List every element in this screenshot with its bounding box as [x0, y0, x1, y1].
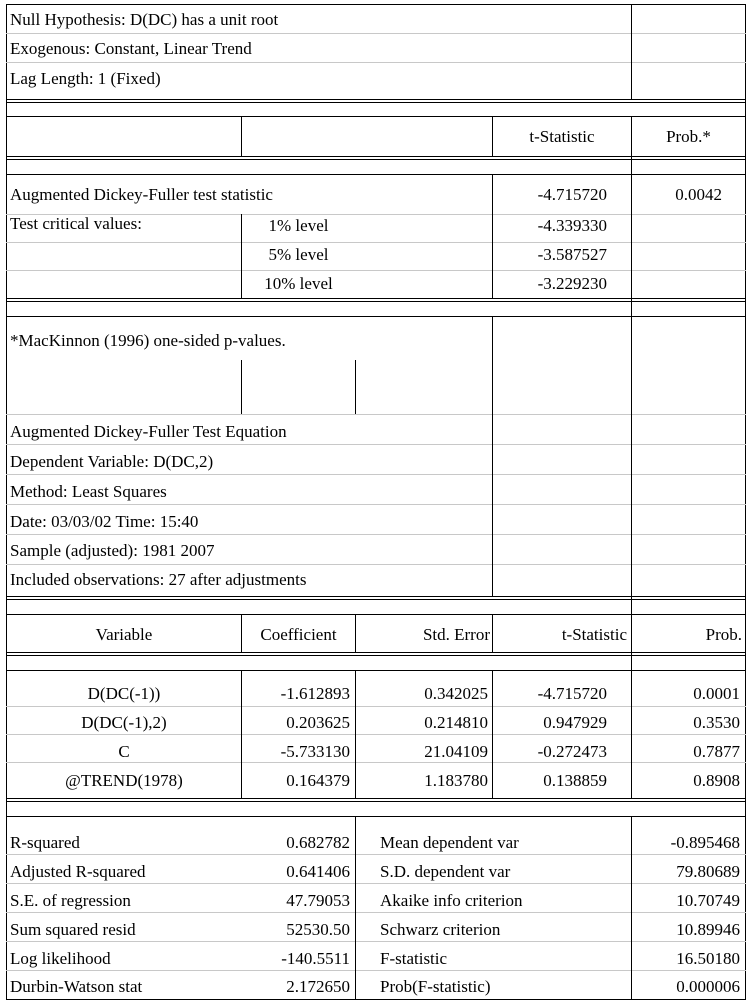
coef-std-error: 0.342025 [424, 684, 488, 703]
variable-header: Variable [95, 625, 153, 644]
stat-label-left: S.E. of regression [10, 891, 131, 910]
coef-std-error: 0.214810 [424, 713, 488, 732]
table-left-border [6, 4, 7, 1000]
stat-value-right: 79.80689 [676, 862, 740, 881]
double-rule [6, 652, 746, 653]
stat-label-right: Schwarz criterion [380, 920, 501, 939]
gridline [6, 414, 746, 415]
adf-t-stat-value: -4.715720 [537, 185, 607, 204]
section-rule [6, 614, 746, 615]
double-rule [6, 798, 746, 799]
coef-prob: 0.3530 [693, 713, 740, 732]
stat-value-right: -0.895468 [670, 833, 740, 852]
observations-text: Included observations: 27 after adjustments [10, 570, 307, 589]
gridline [6, 242, 746, 243]
section-rule [6, 670, 746, 671]
column-divider [631, 4, 632, 99]
prob-header: Prob.* [666, 127, 711, 146]
stat-value-left: 0.682782 [286, 833, 350, 852]
double-rule [6, 596, 746, 597]
coef-prob: 0.8908 [693, 771, 740, 790]
stat-label-right: S.D. dependent var [380, 862, 511, 881]
stat-label-right: F-statistic [380, 949, 448, 968]
coef-variable: @TREND(1978) [65, 771, 183, 790]
level-5pct-label: 5% level [268, 245, 329, 264]
column-divider [241, 360, 242, 414]
stat-value-right: 10.70749 [676, 891, 740, 910]
level-1pct-value: -4.339330 [537, 216, 607, 235]
table-right-border [745, 4, 746, 1000]
column-divider [355, 360, 356, 414]
coef-coefficient: 0.203625 [286, 713, 350, 732]
double-rule [6, 301, 746, 302]
level-10pct-label: 10% level [264, 274, 333, 293]
gridline [6, 270, 746, 271]
stat-label-left: Log likelihood [10, 949, 111, 968]
null-hypothesis-text: Null Hypothesis: D(DC) has a unit root [10, 10, 279, 29]
stat-value-left: -140.5511 [281, 949, 350, 968]
column-divider [241, 116, 242, 156]
stat-value-left: 47.79053 [286, 891, 350, 910]
coef-std-error: 1.183780 [424, 771, 488, 790]
adf-prob-value: 0.0042 [675, 185, 722, 204]
std-error-header: Std. Error [422, 625, 490, 644]
section-rule [6, 816, 746, 817]
double-rule [6, 156, 746, 157]
stat-label-right: Prob(F-statistic) [380, 977, 491, 996]
section-rule [6, 316, 746, 317]
equation-title: Augmented Dickey-Fuller Test Equation [10, 422, 287, 441]
stat-value-right: 10.89946 [676, 920, 740, 939]
adf-statistic-label: Augmented Dickey-Fuller test statistic [10, 185, 273, 204]
double-rule [6, 99, 746, 100]
double-rule [6, 159, 746, 160]
stat-value-right: 16.50180 [676, 949, 740, 968]
stat-value-right: 0.000006 [676, 977, 740, 996]
critical-values-label: Test critical values: [10, 214, 142, 233]
coef-variable: D(DC(-1)) [87, 684, 161, 703]
coef-variable: D(DC(-1),2) [81, 713, 167, 732]
level-5pct-value: -3.587527 [537, 245, 607, 264]
t-statistic-header: t-Statistic [529, 127, 595, 146]
stat-value-left: 0.641406 [286, 862, 350, 881]
stat-label-left: Durbin-Watson stat [10, 977, 143, 996]
coefficient-header: Coefficient [260, 625, 337, 644]
stat-label-left: Adjusted R-squared [10, 862, 146, 881]
double-rule [6, 801, 746, 802]
coef-t-statistic: 0.138859 [543, 771, 607, 790]
mackinnon-note: *MacKinnon (1996) one-sided p-values. [10, 331, 286, 350]
method-text: Method: Least Squares [10, 482, 167, 501]
stat-value-left: 52530.50 [286, 920, 350, 939]
coef-t-statistic: 0.947929 [543, 713, 607, 732]
section-rule [6, 116, 746, 117]
level-1pct-label: 1% level [268, 216, 329, 235]
double-rule [6, 599, 746, 600]
level-10pct-value: -3.229230 [537, 274, 607, 293]
double-rule [6, 102, 746, 103]
coef-prob: 0.7877 [693, 742, 740, 761]
date-time-text: Date: 03/03/02 Time: 15:40 [10, 512, 199, 531]
coef-coefficient: -5.733130 [280, 742, 350, 761]
stat-label-left: R-squared [10, 833, 80, 852]
section-rule [6, 174, 746, 175]
prob-col-header: Prob. [705, 625, 742, 644]
lag-length-text: Lag Length: 1 (Fixed) [10, 69, 161, 88]
stat-label-left: Sum squared resid [10, 920, 136, 939]
double-rule [6, 655, 746, 656]
stat-label-right: Mean dependent var [380, 833, 519, 852]
adf-test-output-table [6, 4, 746, 1000]
coef-std-error: 21.04109 [424, 742, 488, 761]
column-divider [492, 316, 493, 596]
stat-label-right: Akaike info criterion [380, 891, 523, 910]
coef-coefficient: -1.612893 [280, 684, 350, 703]
exogenous-text: Exogenous: Constant, Linear Trend [10, 39, 252, 58]
coef-coefficient: 0.164379 [286, 771, 350, 790]
coef-variable: C [118, 742, 130, 761]
dependent-variable-text: Dependent Variable: D(DC,2) [10, 452, 214, 471]
coef-t-statistic: -4.715720 [537, 684, 607, 703]
t-statistic-col-header: t-Statistic [561, 625, 627, 644]
sample-text: Sample (adjusted): 1981 2007 [10, 541, 215, 560]
stat-value-left: 2.172650 [286, 977, 350, 996]
coef-prob: 0.0001 [693, 684, 740, 703]
double-rule [6, 298, 746, 299]
coef-t-statistic: -0.272473 [537, 742, 607, 761]
column-divider [355, 816, 356, 1000]
